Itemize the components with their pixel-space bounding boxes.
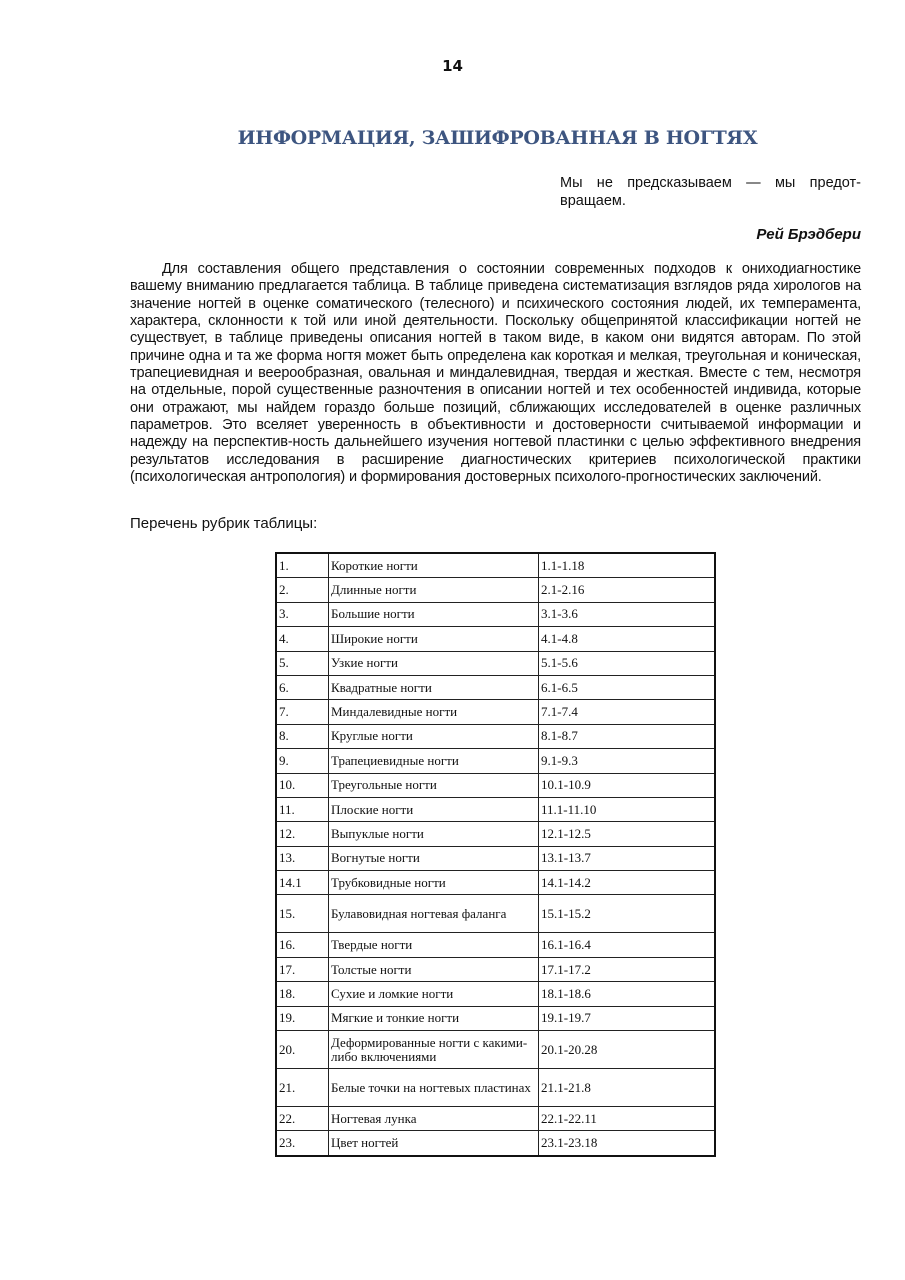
rubric-range: 15.1-15.2: [539, 895, 716, 933]
table-row: [276, 1031, 715, 1069]
rubric-number: 14.1: [276, 871, 329, 895]
rubric-number: 19.: [276, 1006, 329, 1030]
table-row: [276, 700, 715, 724]
page-number: 14: [442, 57, 463, 75]
rubric-number: 16.: [276, 933, 329, 957]
rubric-range: 19.1-19.7: [539, 1006, 716, 1030]
rubric-range: 20.1-20.28: [539, 1031, 716, 1069]
rubric-range: 8.1-8.7: [539, 724, 716, 748]
rubric-name: Белые точки на ногтевых пластинах: [329, 1069, 539, 1107]
rubric-name: Короткие ногти: [329, 553, 539, 578]
table-row: [276, 675, 715, 699]
rubric-range: 3.1-3.6: [539, 602, 716, 626]
rubric-number: 3.: [276, 602, 329, 626]
rubric-name: Плоские ногти: [329, 797, 539, 821]
rubric-range: 9.1-9.3: [539, 749, 716, 773]
rubric-range: 16.1-16.4: [539, 933, 716, 957]
table-row: [276, 749, 715, 773]
table-row: [276, 1131, 715, 1156]
rubric-number: 8.: [276, 724, 329, 748]
rubric-name: Булавовидная ногтевая фаланга: [329, 895, 539, 933]
rubric-name: Ногтевая лунка: [329, 1107, 539, 1131]
rubric-range: 1.1-1.18: [539, 553, 716, 578]
rubric-range: 12.1-12.5: [539, 822, 716, 846]
rubric-range: 14.1-14.2: [539, 871, 716, 895]
rubric-name: Выпуклые ногти: [329, 822, 539, 846]
rubric-range: 2.1-2.16: [539, 578, 716, 602]
table-row: [276, 1069, 715, 1107]
rubric-range: 7.1-7.4: [539, 700, 716, 724]
table-row: [276, 627, 715, 651]
rubric-number: 2.: [276, 578, 329, 602]
rubric-range: 4.1-4.8: [539, 627, 716, 651]
rubric-range: 23.1-23.18: [539, 1131, 716, 1156]
rubric-name: Квадратные ногти: [329, 675, 539, 699]
rubric-number: 9.: [276, 749, 329, 773]
table-row: [276, 1107, 715, 1131]
rubric-range: 22.1-22.11: [539, 1107, 716, 1131]
table-row: [276, 982, 715, 1006]
rubric-name: Миндалевидные ногти: [329, 700, 539, 724]
rubric-number: 22.: [276, 1107, 329, 1131]
table-row: [276, 773, 715, 797]
rubric-number: 18.: [276, 982, 329, 1006]
table-row: [276, 797, 715, 821]
rubric-range: 11.1-11.10: [539, 797, 716, 821]
epigraph-author: Рей Брэдбери: [756, 226, 861, 243]
page-title: ИНФОРМАЦИЯ, ЗАШИФРОВАННАЯ В НОГТЯХ: [237, 127, 758, 149]
rubric-name: Узкие ногти: [329, 651, 539, 675]
table-row: [276, 578, 715, 602]
rubric-number: 13.: [276, 846, 329, 870]
rubric-range: 21.1-21.8: [539, 1069, 716, 1107]
rubric-number: 12.: [276, 822, 329, 846]
table-row: [276, 957, 715, 981]
rubric-name: Треугольные ногти: [329, 773, 539, 797]
table-row: [276, 846, 715, 870]
table-row: [276, 1006, 715, 1030]
table-row: [276, 895, 715, 933]
table-row: [276, 724, 715, 748]
rubric-number: 21.: [276, 1069, 329, 1107]
rubric-number: 4.: [276, 627, 329, 651]
rubric-name: Деформированные ногти с какими-либо включениями: [329, 1031, 539, 1069]
rubric-name: Твердые ногти: [329, 933, 539, 957]
rubric-range: 5.1-5.6: [539, 651, 716, 675]
rubric-range: 13.1-13.7: [539, 846, 716, 870]
rubric-number: 11.: [276, 797, 329, 821]
table-row: [276, 651, 715, 675]
rubrics-table: [275, 552, 716, 1157]
epigraph-quote: Мы не предсказываем — мы предот-вращаем.: [560, 175, 861, 209]
rubric-name: Широкие ногти: [329, 627, 539, 651]
rubric-range: 6.1-6.5: [539, 675, 716, 699]
table-row: [276, 553, 715, 578]
rubric-number: 17.: [276, 957, 329, 981]
table-row: [276, 602, 715, 626]
rubric-name: Большие ногти: [329, 602, 539, 626]
rubric-name: Сухие и ломкие ногти: [329, 982, 539, 1006]
list-heading: Перечень рубрик таблицы:: [130, 515, 318, 532]
rubric-name: Вогнутые ногти: [329, 846, 539, 870]
rubric-name: Трапециевидные ногти: [329, 749, 539, 773]
rubric-name: Круглые ногти: [329, 724, 539, 748]
table-row: [276, 871, 715, 895]
rubric-range: 10.1-10.9: [539, 773, 716, 797]
rubric-number: 5.: [276, 651, 329, 675]
rubric-number: 20.: [276, 1031, 329, 1069]
rubric-name: Цвет ногтей: [329, 1131, 539, 1156]
rubric-range: 18.1-18.6: [539, 982, 716, 1006]
rubric-number: 7.: [276, 700, 329, 724]
rubric-number: 10.: [276, 773, 329, 797]
rubric-name: Толстые ногти: [329, 957, 539, 981]
rubric-number: 15.: [276, 895, 329, 933]
rubric-name: Мягкие и тонкие ногти: [329, 1006, 539, 1030]
rubric-number: 1.: [276, 553, 329, 578]
table-row: [276, 822, 715, 846]
rubric-number: 23.: [276, 1131, 329, 1156]
rubric-range: 17.1-17.2: [539, 957, 716, 981]
table-row: [276, 933, 715, 957]
rubric-name: Длинные ногти: [329, 578, 539, 602]
rubric-number: 6.: [276, 675, 329, 699]
intro-paragraph: Для составления общего представления о состоянии современных подходов к ониходиагностике вашему вниманию предлагается таблица. В таблице приведена систематизация взглядов ряда хирологов на значение ногтей в оценке соматического (телесного) и психического состояния людей, их темперамента, характера, склонности к той или иной деятельности. Поскольку общепринятой классификации ногтей не существует, в таблице приведены описания ногтей в таком виде, в каком они видятся авторам. По этой причине одна и та же форма ногтя может быть определена как короткая и мелкая, треугольная и коническая, трапециевидная и веерообразная, овальная и миндалевидная, твердая и жесткая. Вместе с тем, несмотря на отдельные, порой существенные разночтения в описании ногтей и тех особенностей индивида, которые они отражают, мы найдем гораздо больше позиций, сближающих исследователей в оценке различных параметров. Это вселяет уверенность в объективности и достоверности считываемой информации и надежду на перспектив-ность дальнейшего изучения ногтевой пластинки с целью эффективного внедрения результатов исследования в расширение диагностических критериев психологической практики (психологическая антропология) и формирования достоверных психолого-прогностических заключений.: [130, 261, 861, 486]
rubric-name: Трубковидные ногти: [329, 871, 539, 895]
